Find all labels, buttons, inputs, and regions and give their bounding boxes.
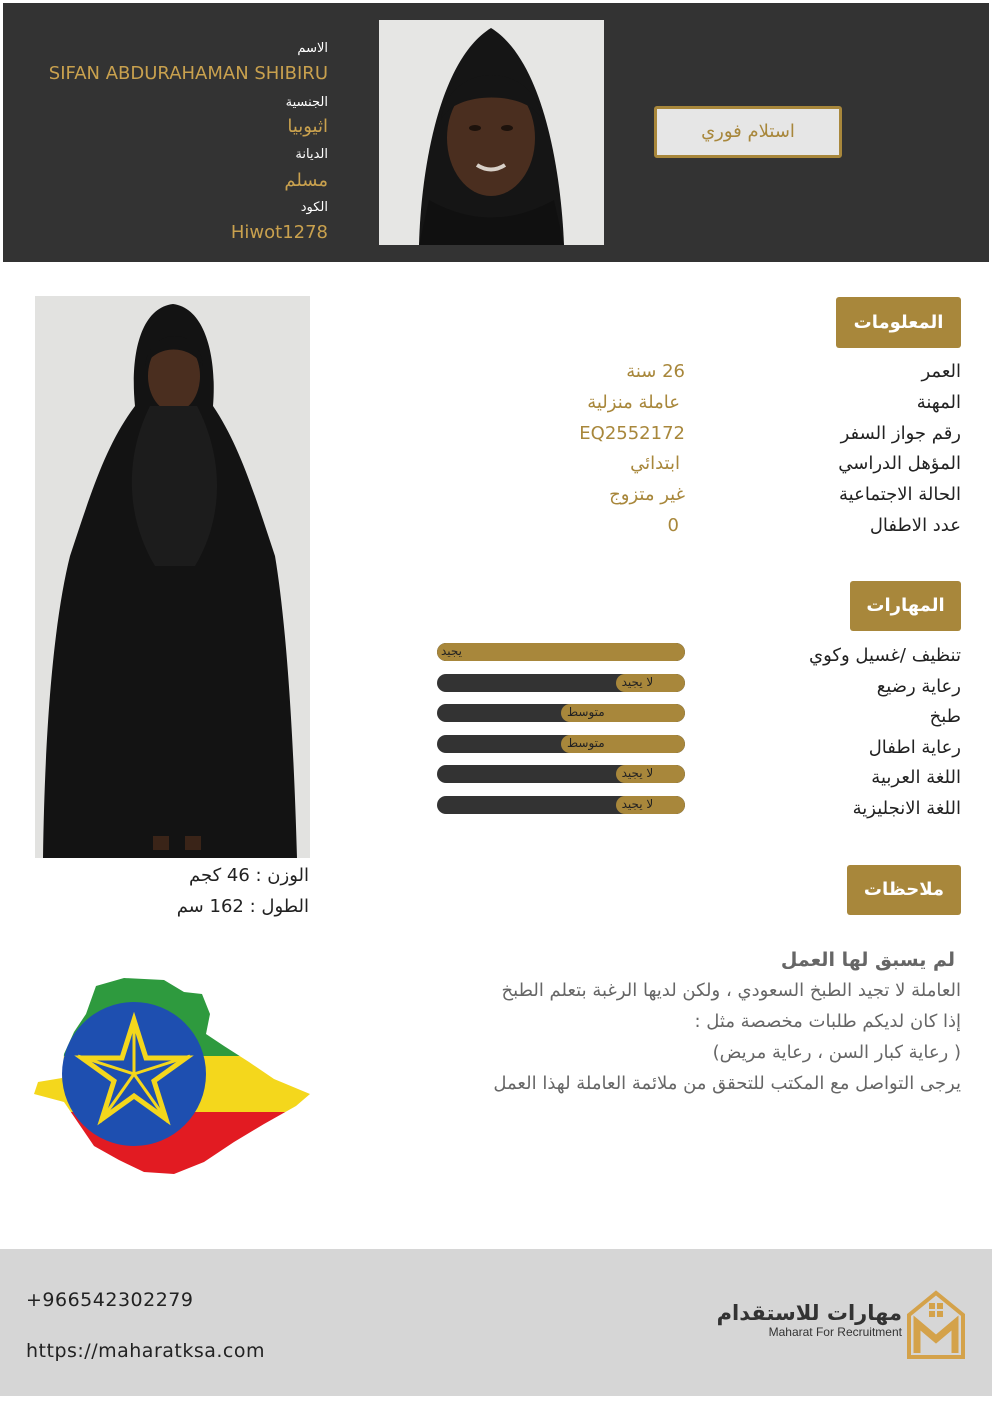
- skill-label: تنظيف /غسيل وكوي: [809, 645, 961, 666]
- skills-section-title: المهارات: [850, 581, 961, 631]
- company-logo-icon: [905, 1287, 967, 1359]
- skill-level-text: متوسط: [567, 736, 605, 750]
- marital-status-label: الحالة الاجتماعية: [839, 484, 961, 505]
- height-value: الطول : 162 سم: [176, 896, 309, 917]
- note-line: يرجى التواصل مع المكتب للتحقق من ملائمة العاملة لهذا العمل: [493, 1073, 961, 1094]
- full-body-photo: [35, 296, 310, 858]
- skill-level-bar: [437, 765, 685, 783]
- note-line: ( رعاية كبار السن ، رعاية مريض): [712, 1042, 961, 1063]
- skill-level-text: متوسط: [567, 705, 605, 719]
- ethiopia-flag-map: [34, 974, 312, 1179]
- logo-english-name: Maharat For Recruitment: [768, 1325, 902, 1339]
- skill-label: رعاية رضيع: [876, 676, 961, 697]
- logo-arabic-name: مهارات للاستقدام: [716, 1301, 902, 1325]
- phone-number: +966542302279: [26, 1289, 194, 1311]
- skill-level-bar: [437, 674, 685, 692]
- profession-label: المهنة: [916, 392, 961, 413]
- note-line: إذا كان لديكم طلبات مخصصة مثل :: [694, 1011, 961, 1032]
- skill-level-bar: [437, 796, 685, 814]
- portrait-photo: [379, 20, 604, 245]
- children-label: عدد الاطفال: [869, 515, 961, 536]
- age-label: العمر: [921, 361, 961, 382]
- notes-heading: لم يسبق لها العمل: [780, 949, 955, 971]
- skill-level-bar: [437, 643, 685, 661]
- skill-label: اللغة العربية: [871, 767, 961, 788]
- nationality-label: الجنسية: [285, 95, 328, 110]
- code-value: Hiwot1278: [230, 222, 328, 243]
- footer: [0, 1249, 992, 1396]
- notes-section-title: ملاحظات: [847, 865, 961, 915]
- education-label: المؤهل الدراسي: [838, 453, 961, 474]
- skill-level-text: لا يجيد: [621, 797, 654, 811]
- passport-value: EQ2552172: [579, 423, 685, 444]
- marital-status-value: غير متزوج: [609, 484, 685, 505]
- religion-label: الديانة: [295, 147, 328, 162]
- skill-label: اللغة الانجليزية: [852, 798, 961, 819]
- skill-level-text: لا يجيد: [621, 675, 654, 689]
- education-value: ابتدائي: [630, 453, 680, 474]
- passport-label: رقم جواز السفر: [840, 423, 961, 444]
- skill-level-text: يجيد: [441, 644, 463, 658]
- skill-label: رعاية اطفال: [868, 737, 961, 758]
- religion-value: مسلم: [284, 170, 328, 191]
- instant-receive-button[interactable]: استلام فوري: [654, 106, 842, 158]
- skill-level-bar: [437, 704, 685, 722]
- children-value: 0: [667, 515, 679, 536]
- nationality-value: اثيوبيا: [287, 116, 328, 137]
- website-link[interactable]: https://maharatksa.com: [26, 1340, 266, 1362]
- skill-label: طبخ: [929, 706, 961, 727]
- name-value: SIFAN ABDURAHAMAN SHIBIRU: [48, 63, 328, 84]
- skill-level-text: لا يجيد: [621, 766, 654, 780]
- company-logo-text: [716, 1301, 902, 1349]
- info-section-title: المعلومات: [836, 297, 961, 348]
- skill-level-bar: [437, 735, 685, 753]
- weight-value: الوزن : 46 كجم: [189, 865, 309, 886]
- name-label: الاسم: [297, 41, 328, 56]
- note-line: العاملة لا تجيد الطبخ السعودي ، ولكن لديها الرغبة بتعلم الطبخ: [501, 980, 961, 1001]
- profession-value: عاملة منزلية: [587, 392, 680, 413]
- age-value: 26 سنة: [626, 361, 685, 382]
- skill-level-fill: [437, 643, 685, 661]
- code-label: الكود: [300, 200, 328, 215]
